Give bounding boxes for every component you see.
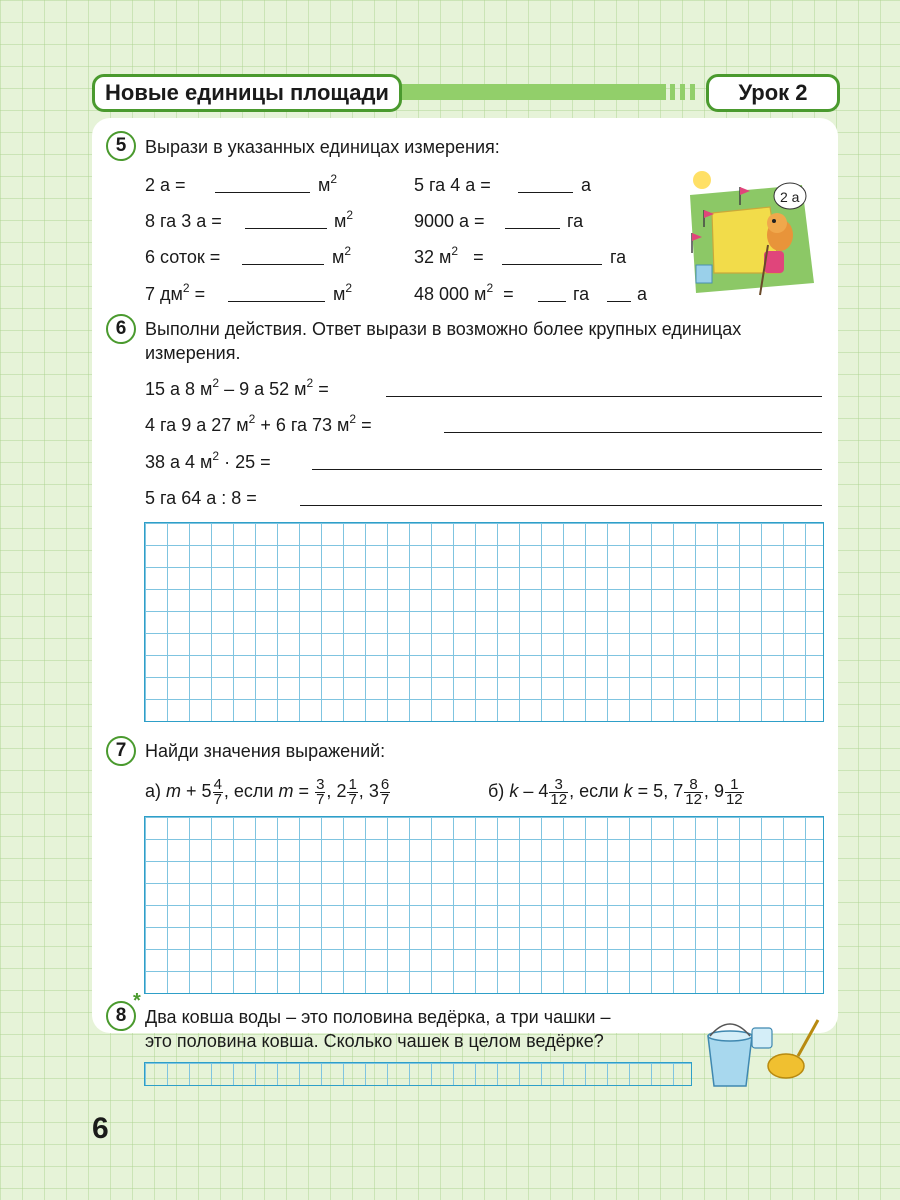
- writing-grid[interactable]: [144, 522, 824, 722]
- unit: $м^2$: [318, 172, 338, 195]
- answer-line[interactable]: [312, 469, 822, 470]
- unit: $м^2$: [332, 244, 352, 267]
- bucket-icon: [708, 1036, 752, 1086]
- answer-line[interactable]: [502, 264, 602, 265]
- cup-icon: [752, 1028, 772, 1048]
- expr: 5 га 64 а : 8 =: [145, 488, 257, 508]
- header-stripe: [690, 84, 695, 100]
- expr-a: а) m + 5 $\frac{4}{7}$ , если m = $\frac{3}{7}$ , 2 $\frac{1}{7}$ , 3 $\frac{6}{7}$: [145, 775, 390, 808]
- exercise-task: Найди значения выражений:: [145, 741, 386, 761]
- answer-line[interactable]: [228, 301, 325, 302]
- answer-line[interactable]: [538, 301, 566, 302]
- page-number: 6: [92, 1112, 109, 1145]
- answer-line[interactable]: [444, 432, 822, 433]
- expr: 15 а 8 $м^2 - 9$ а 52 $м^2$ =: [145, 376, 329, 399]
- unit: га: [573, 284, 590, 304]
- exercise-task: Вырази в указанных единицах измерения:: [145, 137, 500, 157]
- ladle-icon: [768, 1054, 804, 1078]
- expr: 2 а =: [145, 175, 186, 195]
- answer-line[interactable]: [607, 301, 631, 302]
- expr-b: б) k – 4 $\frac{3}{12}$ , если k = 5, 7 $\frac{8}{12}$ , 9 $\frac{1}{12}$: [488, 775, 743, 808]
- exercise-number: 6: [106, 314, 136, 344]
- expr: 8 га 3 а =: [145, 211, 222, 231]
- exercise-number: 5: [106, 131, 136, 161]
- expr: 7 $дм^2$ =: [145, 281, 206, 304]
- unit: га: [567, 211, 584, 231]
- unit: га: [610, 247, 627, 267]
- expr: 6 соток =: [145, 247, 221, 267]
- bucket-ladle-illustration: [700, 1014, 826, 1092]
- unit: а: [637, 284, 648, 304]
- answer-line[interactable]: [300, 505, 822, 506]
- expr: 48 000 $м^2$ =: [414, 281, 514, 304]
- header-bar: [398, 84, 666, 100]
- header-stripe: [670, 84, 675, 100]
- expr: 38 а 4 $м^2 \cdot 25$ =: [145, 449, 271, 472]
- exercise-task: Два ковша воды – это половина ведёрка, а три чашки –: [145, 1007, 611, 1027]
- sun-icon: [693, 171, 711, 189]
- exercise-task-cont: измерения.: [145, 343, 241, 363]
- lesson-label: Урок 2: [706, 74, 840, 112]
- answer-line[interactable]: [386, 396, 822, 397]
- unit: $м^2$: [334, 208, 354, 231]
- answer-line[interactable]: [518, 192, 573, 193]
- unit: а: [581, 175, 592, 195]
- answer-line[interactable]: [245, 228, 327, 229]
- expr: 9000 а =: [414, 211, 485, 231]
- exercise-task: Выполни действия. Ответ вырази в возможно более крупных единицах: [145, 319, 742, 339]
- exercise-number: 8: [106, 1001, 136, 1031]
- answer-line[interactable]: [505, 228, 560, 229]
- header-stripe: [680, 84, 685, 100]
- star-icon: *: [133, 990, 141, 1012]
- expr: 32 $м^2$ =: [414, 244, 484, 267]
- exercise-number: 7: [106, 736, 136, 766]
- expr: 5 га 4 а =: [414, 175, 491, 195]
- svg-text:2 а: 2 а: [780, 189, 800, 205]
- unit: $м^2$: [333, 281, 353, 304]
- answer-cells[interactable]: [144, 1062, 692, 1086]
- expr: 4 га 9 а 27 $м^2 + 6$ га 73 $м^2$ =: [145, 412, 372, 435]
- answer-line[interactable]: [242, 264, 324, 265]
- exercise-task-cont: это половина ковша. Сколько чашек в целом ведёрке?: [145, 1031, 604, 1051]
- field-illustration: [682, 165, 822, 300]
- answer-line[interactable]: [215, 192, 310, 193]
- page-title: Новые единицы площади: [92, 74, 402, 112]
- writing-grid[interactable]: [144, 816, 824, 994]
